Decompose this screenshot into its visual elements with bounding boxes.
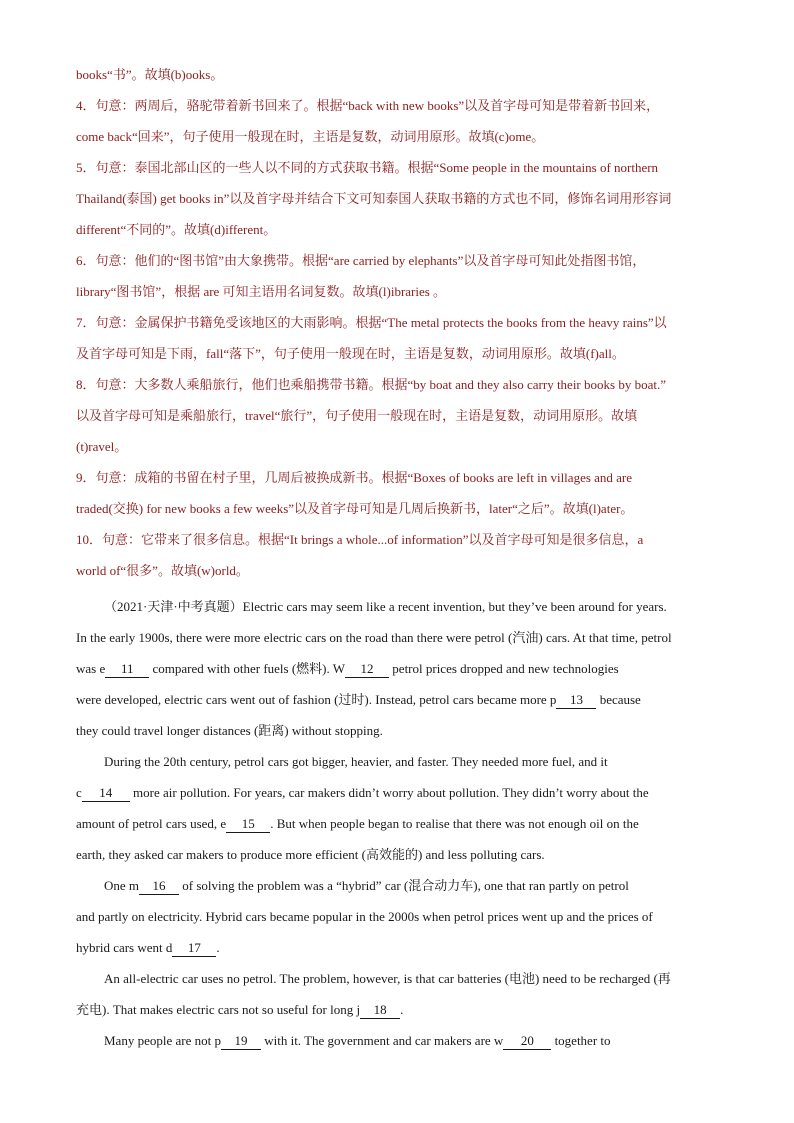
blank-15[interactable]: 15 — [226, 816, 270, 833]
answer-line: library“图书馆”，根据 are 可知主语用名词复数。故填(l)ibraries 。 — [76, 284, 447, 299]
passage-line — [76, 715, 716, 746]
blank-19[interactable]: 19 — [221, 1033, 261, 1050]
passage-text: 充电). That makes electric cars not so useful for long j — [76, 1002, 361, 1017]
answer-line: come back“回来”，句子使用一般现在时，主语是复数，动词用原形。故填(c)ome。 — [76, 129, 545, 144]
passage-line — [76, 1025, 716, 1056]
passage-text: because — [596, 692, 641, 707]
passage-text: more air pollution. For years, car makers didn’t worry about pollution. They didn’t worry about the — [129, 785, 649, 800]
answer-line: 5．句意：泰国北部山区的一些人以不同的方式获取书籍。根据“Some people in the mountains of northern — [76, 160, 659, 175]
answer-line: 7．句意：金属保护书籍免受该地区的大雨影响。根据“The metal protects the books from the heavy rains”以 — [76, 315, 667, 330]
passage-line — [76, 777, 716, 808]
blank-17[interactable]: 17 — [172, 940, 216, 957]
answer-line: 8．句意：大多数人乘船旅行，他们也乘船携带书籍。根据“by boat and they also carry their books by boat.” — [76, 377, 666, 392]
passage-line — [76, 653, 716, 684]
blank-13[interactable]: 13 — [556, 692, 596, 709]
passage-line — [76, 963, 716, 994]
answer-line: world of“很多”。故填(w)orld。 — [76, 563, 249, 578]
passage-line — [76, 622, 716, 653]
passage-text: with it. The government and car makers are w — [260, 1033, 504, 1048]
passage-text: . — [400, 1002, 404, 1017]
answer-explanations — [76, 59, 716, 586]
answer-line: Thailand(泰国) get books in”以及首字母并结合下文可知泰国人获取书籍的方式也不同，修饰名词用形容词 — [76, 191, 672, 206]
passage-text: together to — [551, 1033, 611, 1048]
blank-12[interactable]: 12 — [345, 661, 389, 678]
passage-text: was e — [76, 661, 106, 676]
passage-line — [76, 901, 716, 932]
answer-line: (t)ravel。 — [76, 439, 128, 454]
passage-line — [76, 994, 716, 1025]
blank-16[interactable]: 16 — [139, 878, 179, 895]
passage-line — [76, 591, 716, 622]
passage-text: An all-electric car uses no petrol. The problem, however, is that car batteries (电池) need to be recharged (再 — [104, 971, 671, 986]
answer-line: 4．句意：两周后，骆驼带着新书回来了。根据“back with new books”以及首字母可知是带着新书回来， — [76, 98, 660, 113]
answer-line: 10．句意：它带来了很多信息。根据“It brings a whole...of information”以及首字母可知是很多信息，a — [76, 532, 644, 547]
passage-text: Electric cars may seem like a recent invention, but they’ve been around for years. — [242, 599, 667, 614]
blank-11[interactable]: 11 — [105, 661, 149, 678]
passage-text: One m — [104, 878, 140, 893]
passage-text: amount of petrol cars used, e — [76, 816, 227, 831]
passage-text: compared with other fuels (燃料). W — [149, 661, 346, 676]
passage-text: c — [76, 785, 82, 800]
passage-line — [76, 684, 716, 715]
answer-line: 及首字母可知是下雨，fall“落下”，句子使用一般现在时，主语是复数，动词用原形。故填(f)all。 — [76, 346, 625, 361]
passage-line — [76, 932, 716, 963]
passage-text: . But when people began to realise that there was not enough oil on the — [270, 816, 639, 831]
blank-20[interactable]: 20 — [503, 1033, 551, 1050]
blank-18[interactable]: 18 — [360, 1002, 400, 1019]
passage-text: they could travel longer distances (距离) without stopping. — [76, 723, 383, 738]
passage-text: were developed, electric cars went out of fashion (过时). Instead, petrol cars became more p — [76, 692, 557, 707]
passage-text: During the 20th century, petrol cars got bigger, heavier, and faster. They needed more fuel, and it — [104, 754, 608, 769]
passage-line — [76, 808, 716, 839]
answer-line: 9．句意：成箱的书留在村子里，几周后被换成新书。根据“Boxes of books are left in villages and are — [76, 470, 633, 485]
passage-text: of solving the problem was a “hybrid” car (混合动力车), one that ran partly on petrol — [179, 878, 629, 893]
blank-14[interactable]: 14 — [82, 785, 130, 802]
answer-line: 6．句意：他们的“图书馆”由大象携带。根据“are carried by elephants”以及首字母可知此处指图书馆， — [76, 253, 646, 268]
reading-passage — [76, 591, 716, 1056]
passage-line — [76, 870, 716, 901]
answer-line: 以及首字母可知是乘船旅行，travel“旅行”，句子使用一般现在时，主语是复数，动词用原形。故填 — [76, 408, 638, 423]
passage-text: earth, they asked car makers to produce more efficient (高效能的) and less polluting cars. — [76, 847, 545, 862]
passage-text: and partly on electricity. Hybrid cars became popular in the 2000s when petrol prices went up and the prices of — [76, 909, 653, 924]
passage-text: hybrid cars went d — [76, 940, 173, 955]
answer-line: different“不同的”。故填(d)ifferent。 — [76, 222, 277, 237]
passage-text: petrol prices dropped and new technologies — [389, 661, 619, 676]
passage-line — [76, 746, 716, 777]
passage-text: In the early 1900s, there were more electric cars on the road than there were petrol (汽油) cars. At that time, petrol — [76, 630, 672, 645]
source-label: （2021·天津·中考真题） — [104, 599, 243, 614]
answer-line: traded(交换) for new books a few weeks”以及首字母可知是几周后换新书，later“之后”。故填(l)ater。 — [76, 501, 634, 516]
answer-line: books“书”。故填(b)ooks。 — [76, 67, 224, 82]
passage-line — [76, 839, 716, 870]
passage-text: . — [216, 940, 220, 955]
passage-text: Many people are not p — [104, 1033, 221, 1048]
